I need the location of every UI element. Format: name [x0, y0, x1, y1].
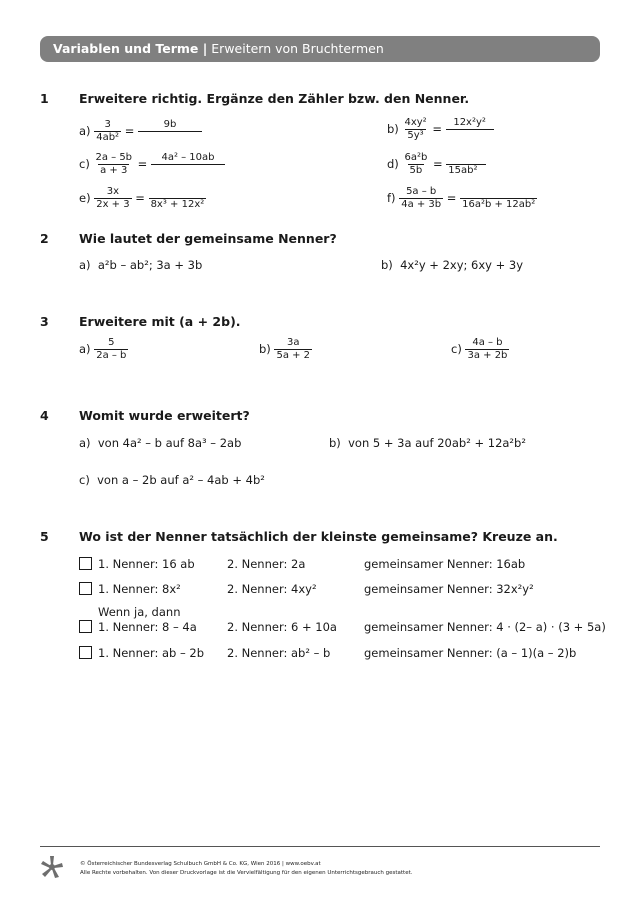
ex5-row4-nenner2: 2. Nenner: ab² – b [227, 646, 331, 660]
ex5-row2-nenner2: 2. Nenner: 4xy² [227, 582, 317, 596]
checkbox-row-1[interactable] [79, 557, 92, 570]
ex5-row3-nenner1: 1. Nenner: 8 – 4a [98, 620, 197, 634]
ex1-item-a: a) $\frac{3}{\text{4ab²}}$ = 9b [79, 119, 202, 144]
ex1-e-answer-fraction: 8x³ + 12x² [150, 199, 205, 210]
ex1-a-fraction: $\frac{3}{\text{4ab²}}$ [96, 119, 120, 143]
ex1-c-fraction: $\frac{2a - 5b}{a + 3}$ [95, 152, 133, 176]
checkbox-row-2[interactable] [79, 582, 92, 595]
ex1-d-answer-fraction: 15ab² [446, 152, 486, 177]
exercise-2-question: Wie lautet der gemeinsame Nenner? [79, 231, 337, 246]
ex5-row1-nenner2: 2. Nenner: 2a [227, 557, 306, 571]
ex4-b-text: von 5 + 3a auf 20ab² + 12a²b² [348, 436, 526, 450]
header-topic: Variablen und Terme | [53, 41, 208, 56]
ex1-f-fraction: $\frac{5a - b}{4a + 3b}$ [401, 186, 442, 210]
ex4-item-a: a) von 4a² – b auf 8a³ – 2ab [79, 436, 242, 450]
ex3-item-c: c) $\frac{4a - b}{3a + 2b}$ [451, 337, 508, 361]
ex4-a-text: von 4a² – b auf 8a³ – 2ab [97, 436, 242, 450]
checkbox-row-4[interactable] [79, 646, 92, 659]
ex5-row1-gemeinsam: gemeinsamer Nenner: 16ab [364, 557, 526, 571]
exercise-4-number: 4 [40, 408, 49, 423]
ex1-item-c: c) $\frac{2a - 5b}{a + 3}$ = 4a² – 10ab [79, 152, 225, 177]
ex1-b-answer-fraction: 12x²y² [446, 117, 494, 142]
ex3-b-fraction: $\frac{3a}{5a + 2}$ [276, 337, 311, 361]
ex5-row3-gemeinsam: gemeinsamer Nenner: 4 · (2– a) · (3 + 5a) [364, 620, 606, 634]
ex1-item-d: d) $\frac{\text{6a²b}}{5b}$ = 15ab² [387, 152, 486, 177]
ex5-row2-gemeinsam: gemeinsamer Nenner: 32x²y² [364, 582, 534, 596]
ex4-c-text: von a – 2b auf a² – 4ab + 4b² [97, 473, 265, 487]
exercise-5-question: Wo ist der Nenner tatsächlich der kleinste gemeinsame? Kreuze an. [79, 529, 558, 544]
exercise-1-question: Erweitere richtig. Ergänze den Zähler bzw. den Nenner. [79, 91, 470, 106]
checkbox-row-3[interactable] [79, 620, 92, 633]
ex3-item-a: a) $\frac{5}{2a - b}$ [79, 337, 127, 361]
exercise-5-number: 5 [40, 529, 49, 544]
oebv-star-logo-icon [40, 855, 64, 879]
ex1-item-b: b) $\frac{\text{4xy²}}{\text{5y³}}$ = 12x²y² [387, 117, 494, 142]
ex5-row4-gemeinsam: gemeinsamer Nenner: (a – 1)(a – 2)b [364, 646, 577, 660]
ex1-a-answer-fraction: 9b [138, 119, 202, 144]
exercise-2-number: 2 [40, 231, 49, 246]
ex5-row2-nenner1: 1. Nenner: 8x² [98, 582, 181, 596]
ex1-e-fraction: $\frac{3x}{2x + 3}$ [96, 186, 130, 210]
ex4-item-b: b) von 5 + 3a auf 20ab² + 12a²b² [329, 436, 526, 450]
ex2-item-a: a) a²b – ab²; 3a + 3b [79, 258, 203, 272]
ex1-d-fraction: $\frac{\text{6a²b}}{5b}$ [404, 152, 428, 176]
header-subtitle: Erweitern von Bruchtermen [211, 41, 384, 56]
ex1-f-answer-fraction: 16a²b + 12ab² [462, 199, 536, 210]
exercise-1-number: 1 [40, 91, 49, 106]
page-header [40, 36, 600, 62]
footer-copyright: © Österreichischer Bundesverlag Schulbuch GmbH & Co. KG, Wien 2016 | www.oebv.at [80, 861, 321, 867]
ex2-b-text: 4x²y + 2xy; 6xy + 3y [400, 258, 524, 272]
ex2-a-text: a²b – ab²; 3a + 3b [97, 258, 203, 272]
ex5-note: Wenn ja, dann [98, 605, 181, 619]
ex1-item-f: f) $\frac{5a - b}{4a + 3b}$ = 16a²b + 12ab² [387, 186, 536, 210]
ex5-row3-nenner2: 2. Nenner: 6 + 10a [227, 620, 337, 634]
exercise-4-question: Womit wurde erweitert? [79, 408, 250, 423]
ex3-a-fraction: $\frac{5}{2a - b}$ [96, 337, 127, 361]
footer-rights: Alle Rechte vorbehalten. Von dieser Druckvorlage ist die Vervielfältigung für den eigenen Unterrichtsgebrauch gestattet. [80, 870, 413, 876]
ex1-c-answer-fraction: 4a² – 10ab [151, 152, 225, 177]
footer-divider [40, 846, 600, 847]
exercise-3-number: 3 [40, 314, 49, 329]
ex1-item-e: e) $\frac{3x}{2x + 3}$ = 8x³ + 12x² [79, 186, 205, 210]
ex4-item-c: c) von a – 2b auf a² – 4ab + 4b² [79, 473, 265, 487]
ex3-item-b: b) $\frac{3a}{5a + 2}$ [259, 337, 311, 361]
ex2-item-b: b) 4x²y + 2xy; 6xy + 3y [381, 258, 524, 272]
ex5-row4-nenner1: 1. Nenner: ab – 2b [98, 646, 205, 660]
ex3-c-fraction: $\frac{4a - b}{3a + 2b}$ [467, 337, 508, 361]
exercise-3-question: Erweitere mit (a + 2b). [79, 314, 241, 329]
ex1-b-fraction: $\frac{\text{4xy²}}{\text{5y³}}$ [404, 117, 427, 141]
ex5-row1-nenner1: 1. Nenner: 16 ab [98, 557, 195, 571]
